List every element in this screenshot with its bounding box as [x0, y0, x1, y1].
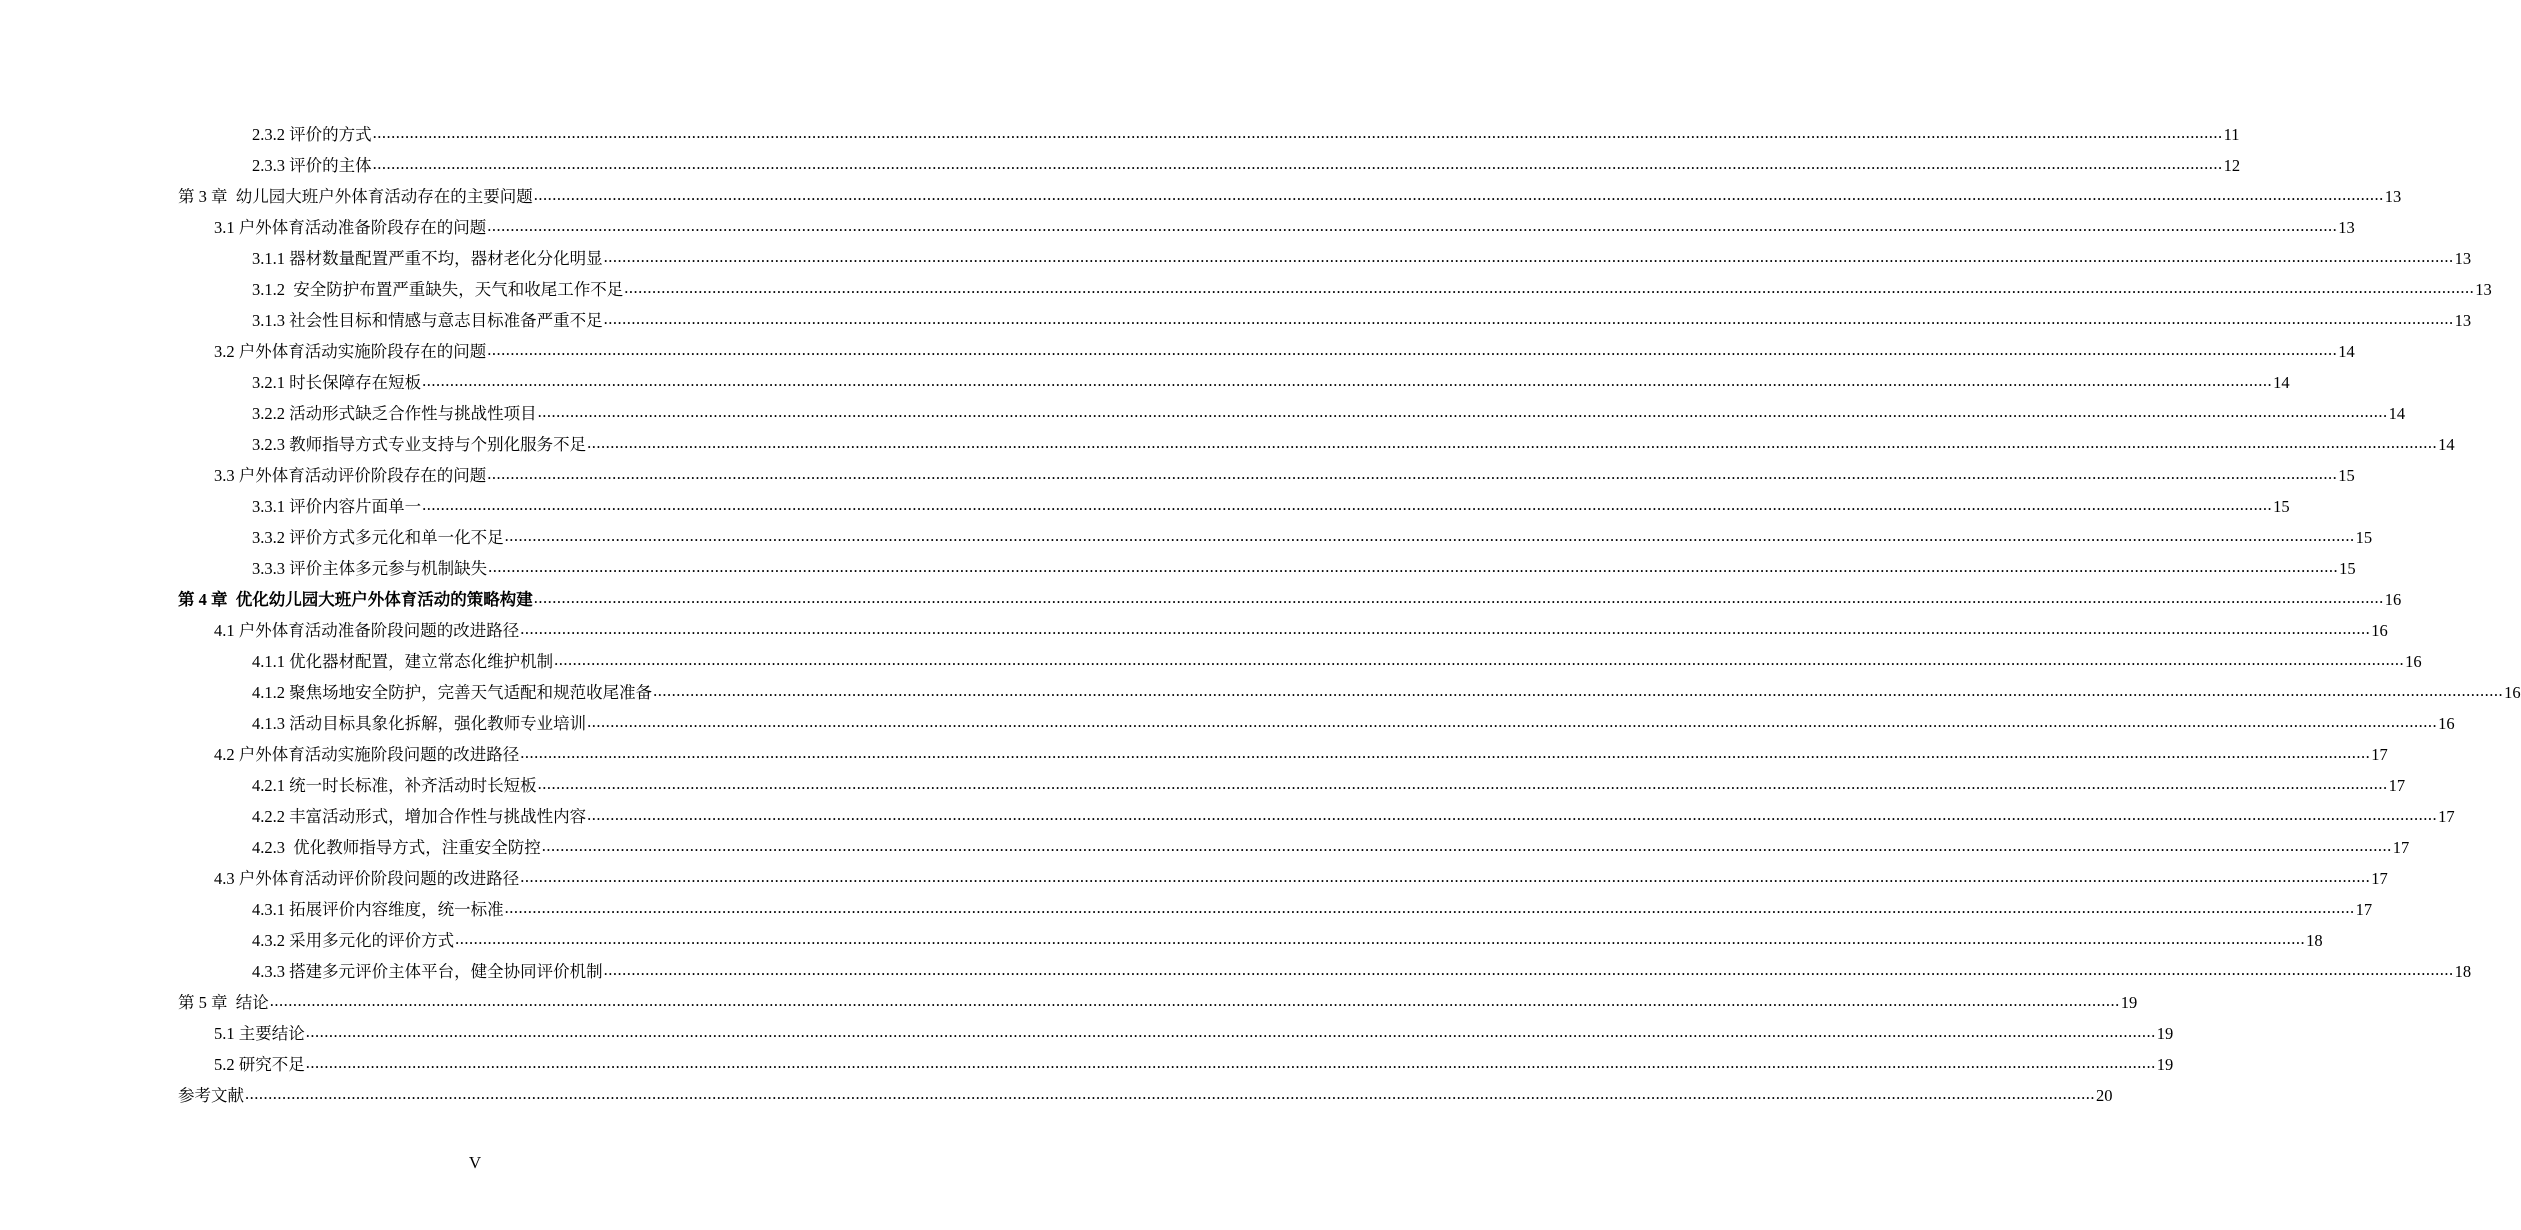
toc-entry-title: 4.1.2 聚焦场地安全防护，完善天气适配和规范收尾准备	[252, 683, 653, 702]
dot-leader: ................................................................................................................................................................................................................................................................................................................................................................................................................	[422, 371, 2273, 390]
toc-entry-page-number: 17	[2371, 745, 2388, 764]
toc-subsection-entry[interactable]	[252, 768, 2406, 796]
toc-entry-title: 5.1 主要结论	[214, 1024, 305, 1043]
toc-entry-title: 3.3.1 评价内容片面单一	[252, 497, 422, 516]
toc-entry-title: 4.2.1 统一时长标准，补齐活动时长短板	[252, 776, 537, 795]
dot-leader: ................................................................................................................................................................................................................................................................................................................................................................................................................	[603, 309, 2454, 328]
dot-leader: ................................................................................................................................................................................................................................................................................................................................................................................................................	[537, 402, 2388, 421]
toc-entry-page-number: 13	[2475, 280, 2492, 299]
toc-section-entry[interactable]	[214, 737, 2388, 765]
toc-subsection-entry[interactable]	[252, 272, 2492, 300]
dot-leader: ................................................................................................................................................................................................................................................................................................................................................................................................................	[504, 526, 2355, 545]
toc-entry-page-number: 20	[2096, 1086, 2113, 1105]
toc-entry-page-number: 13	[2454, 249, 2472, 268]
toc-entry-title: 4.2 户外体育活动实施阶段问题的改进路径	[214, 745, 520, 764]
toc-entry-page-number: 18	[2306, 931, 2323, 950]
dot-leader: ................................................................................................................................................................................................................................................................................................................................................................................................................	[537, 774, 2388, 793]
toc-entry-page-number: 11	[2223, 125, 2240, 144]
toc-entry-title: 参考文献	[178, 1086, 244, 1105]
toc-entry-page-number: 17	[2388, 776, 2406, 795]
toc-entry-page-number: 18	[2454, 962, 2472, 981]
toc-entry-page-number: 15	[2355, 528, 2373, 547]
dot-leader: ................................................................................................................................................................................................................................................................................................................................................................................................................	[520, 743, 2371, 762]
toc-entry-page-number: 17	[2371, 869, 2388, 888]
toc-entry-title: 第 3 章 幼儿园大班户外体育活动存在的主要问题	[178, 187, 533, 206]
toc-subsection-entry[interactable]	[252, 365, 2290, 393]
toc-entry-title: 2.3.2 评价的方式	[252, 125, 372, 144]
dot-leader: ................................................................................................................................................................................................................................................................................................................................................................................................................	[520, 619, 2371, 638]
dot-leader: ................................................................................................................................................................................................................................................................................................................................................................................................................	[603, 247, 2454, 266]
dot-leader: ................................................................................................................................................................................................................................................................................................................................................................................................................	[487, 340, 2338, 359]
toc-subsection-entry[interactable]	[252, 675, 2521, 703]
toc-entry-page-number: 12	[2223, 156, 2241, 175]
toc-entry-page-number: 16	[2384, 590, 2402, 609]
toc-entry-page-number: 19	[2120, 993, 2138, 1012]
toc-chapter-entry[interactable]	[178, 179, 2402, 207]
toc-entry-page-number: 17	[2355, 900, 2373, 919]
toc-entry-title: 3.3 户外体育活动评价阶段存在的问题	[214, 466, 487, 485]
dot-leader: ................................................................................................................................................................................................................................................................................................................................................................................................................	[487, 464, 2338, 483]
toc-entry-title: 4.1 户外体育活动准备阶段问题的改进路径	[214, 621, 520, 640]
toc-entry-page-number: 13	[2384, 187, 2402, 206]
dot-leader: ................................................................................................................................................................................................................................................................................................................................................................................................................	[504, 898, 2355, 917]
toc-entry-page-number: 19	[2156, 1055, 2174, 1074]
toc-entry-title: 2.3.3 评价的主体	[252, 156, 372, 175]
toc-chapter-entry[interactable]	[178, 1078, 2113, 1106]
toc-entry-page-number: 14	[2438, 435, 2455, 454]
toc-entry-title: 5.2 研究不足	[214, 1055, 305, 1074]
toc-entry-title: 4.1.1 优化器材配置，建立常态化维护机制	[252, 652, 554, 671]
dot-leader: ................................................................................................................................................................................................................................................................................................................................................................................................................	[269, 991, 2120, 1010]
toc-subsection-entry[interactable]	[252, 303, 2472, 331]
toc-entry-page-number: 16	[2405, 652, 2422, 671]
dot-leader: ................................................................................................................................................................................................................................................................................................................................................................................................................	[587, 805, 2438, 824]
toc-subsection-entry[interactable]	[252, 706, 2455, 734]
dot-leader: ................................................................................................................................................................................................................................................................................................................................................................................................................	[533, 588, 2384, 607]
dot-leader: ................................................................................................................................................................................................................................................................................................................................................................................................................	[455, 929, 2306, 948]
toc-entry-title: 3.2.3 教师指导方式专业支持与个别化服务不足	[252, 435, 587, 454]
dot-leader: ................................................................................................................................................................................................................................................................................................................................................................................................................	[245, 1084, 2095, 1103]
toc-entry-page-number: 19	[2156, 1024, 2174, 1043]
toc-entry-page-number: 16	[2504, 683, 2521, 702]
page-number-footer: V	[468, 1153, 482, 1172]
dot-leader: ................................................................................................................................................................................................................................................................................................................................................................................................................	[541, 836, 2392, 855]
toc-section-entry[interactable]	[214, 861, 2388, 889]
toc-entry-page-number: 16	[2438, 714, 2455, 733]
toc-subsection-entry[interactable]	[252, 520, 2373, 548]
toc-entry-page-number: 15	[2273, 497, 2290, 516]
toc-entry-page-number: 14	[2338, 342, 2355, 361]
toc-entry-page-number: 15	[2339, 559, 2356, 578]
toc-subsection-entry[interactable]	[252, 551, 2356, 579]
dot-leader: ................................................................................................................................................................................................................................................................................................................................................................................................................	[653, 681, 2504, 700]
toc-entry-title: 3.3.2 评价方式多元化和单一化不足	[252, 528, 504, 547]
toc-subsection-entry[interactable]	[252, 117, 2240, 145]
toc-entry-title: 4.3.2 采用多元化的评价方式	[252, 931, 455, 950]
dot-leader: ................................................................................................................................................................................................................................................................................................................................................................................................................	[603, 960, 2454, 979]
toc-section-entry[interactable]	[214, 613, 2388, 641]
toc-entry-title: 4.3.3 搭建多元评价主体平台，健全协同评价机制	[252, 962, 603, 981]
toc-subsection-entry[interactable]	[252, 923, 2323, 951]
toc-entry-title: 3.2.1 时长保障存在短板	[252, 373, 422, 392]
toc-entry-title: 第 5 章 结论	[178, 993, 269, 1012]
toc-subsection-entry[interactable]	[252, 799, 2455, 827]
toc-entry-page-number: 13	[2338, 218, 2355, 237]
toc-entry-title: 4.3 户外体育活动评价阶段问题的改进路径	[214, 869, 520, 888]
dot-leader: ................................................................................................................................................................................................................................................................................................................................................................................................................	[488, 557, 2339, 576]
toc-subsection-entry[interactable]	[252, 644, 2422, 672]
toc-entry-title: 4.2.2 丰富活动形式，增加合作性与挑战性内容	[252, 807, 587, 826]
toc-chapter-entry[interactable]	[178, 985, 2138, 1013]
dot-leader: ................................................................................................................................................................................................................................................................................................................................................................................................................	[422, 495, 2273, 514]
toc-entry-page-number: 17	[2392, 838, 2410, 857]
dot-leader: ................................................................................................................................................................................................................................................................................................................................................................................................................	[487, 216, 2338, 235]
toc-subsection-entry[interactable]	[252, 396, 2406, 424]
toc-entry-page-number: 15	[2338, 466, 2355, 485]
toc-section-entry[interactable]	[214, 1047, 2174, 1075]
toc-section-entry[interactable]	[214, 458, 2355, 486]
dot-leader: ................................................................................................................................................................................................................................................................................................................................................................................................................	[587, 712, 2438, 731]
toc-entry-title: 3.1 户外体育活动准备阶段存在的问题	[214, 218, 487, 237]
toc-subsection-entry[interactable]	[252, 148, 2241, 176]
toc-entry-page-number: 16	[2371, 621, 2388, 640]
dot-leader: ................................................................................................................................................................................................................................................................................................................................................................................................................	[520, 867, 2371, 886]
dot-leader: ................................................................................................................................................................................................................................................................................................................................................................................................................	[533, 185, 2384, 204]
toc-entry-title: 3.3.3 评价主体多元参与机制缺失	[252, 559, 488, 578]
dot-leader: ................................................................................................................................................................................................................................................................................................................................................................................................................	[624, 278, 2475, 297]
toc-entry-title: 4.2.3 优化教师指导方式，注重安全防控	[252, 838, 541, 857]
toc-subsection-entry[interactable]	[252, 954, 2472, 982]
toc-entry-title: 第 4 章 优化幼儿园大班户外体育活动的策略构建	[178, 590, 533, 609]
toc-entry-title: 4.3.1 拓展评价内容维度，统一标准	[252, 900, 504, 919]
dot-leader: ................................................................................................................................................................................................................................................................................................................................................................................................................	[554, 650, 2405, 669]
dot-leader: ................................................................................................................................................................................................................................................................................................................................................................................................................	[372, 123, 2223, 142]
toc-section-entry[interactable]	[214, 334, 2355, 362]
toc-subsection-entry[interactable]	[252, 241, 2472, 269]
toc-entry-title: 3.1.3 社会性目标和情感与意志目标准备严重不足	[252, 311, 603, 330]
toc-subsection-entry[interactable]	[252, 892, 2373, 920]
toc-section-entry[interactable]	[214, 1016, 2174, 1044]
toc-entry-title: 3.1.1 器材数量配置严重不均，器材老化分化明显	[252, 249, 603, 268]
toc-chapter-entry[interactable]	[178, 582, 2402, 610]
dot-leader: ................................................................................................................................................................................................................................................................................................................................................................................................................	[587, 433, 2438, 452]
dot-leader: ................................................................................................................................................................................................................................................................................................................................................................................................................	[305, 1053, 2156, 1072]
toc-entry-page-number: 14	[2273, 373, 2290, 392]
toc-section-entry[interactable]	[214, 210, 2355, 238]
toc-subsection-entry[interactable]	[252, 830, 2410, 858]
toc-entry-title: 3.2 户外体育活动实施阶段存在的问题	[214, 342, 487, 361]
toc-subsection-entry[interactable]	[252, 489, 2290, 517]
toc-entry-page-number: 13	[2454, 311, 2472, 330]
toc-entry-page-number: 14	[2388, 404, 2406, 423]
dot-leader: ................................................................................................................................................................................................................................................................................................................................................................................................................	[305, 1022, 2156, 1041]
toc-entry-title: 3.2.2 活动形式缺乏合作性与挑战性项目	[252, 404, 537, 423]
dot-leader: ................................................................................................................................................................................................................................................................................................................................................................................................................	[372, 154, 2223, 173]
toc-entry-title: 3.1.2 安全防护布置严重缺失，天气和收尾工作不足	[252, 280, 624, 299]
toc-entry-title: 4.1.3 活动目标具象化拆解，强化教师专业培训	[252, 714, 587, 733]
toc-entry-page-number: 17	[2438, 807, 2455, 826]
toc-subsection-entry[interactable]	[252, 427, 2455, 455]
